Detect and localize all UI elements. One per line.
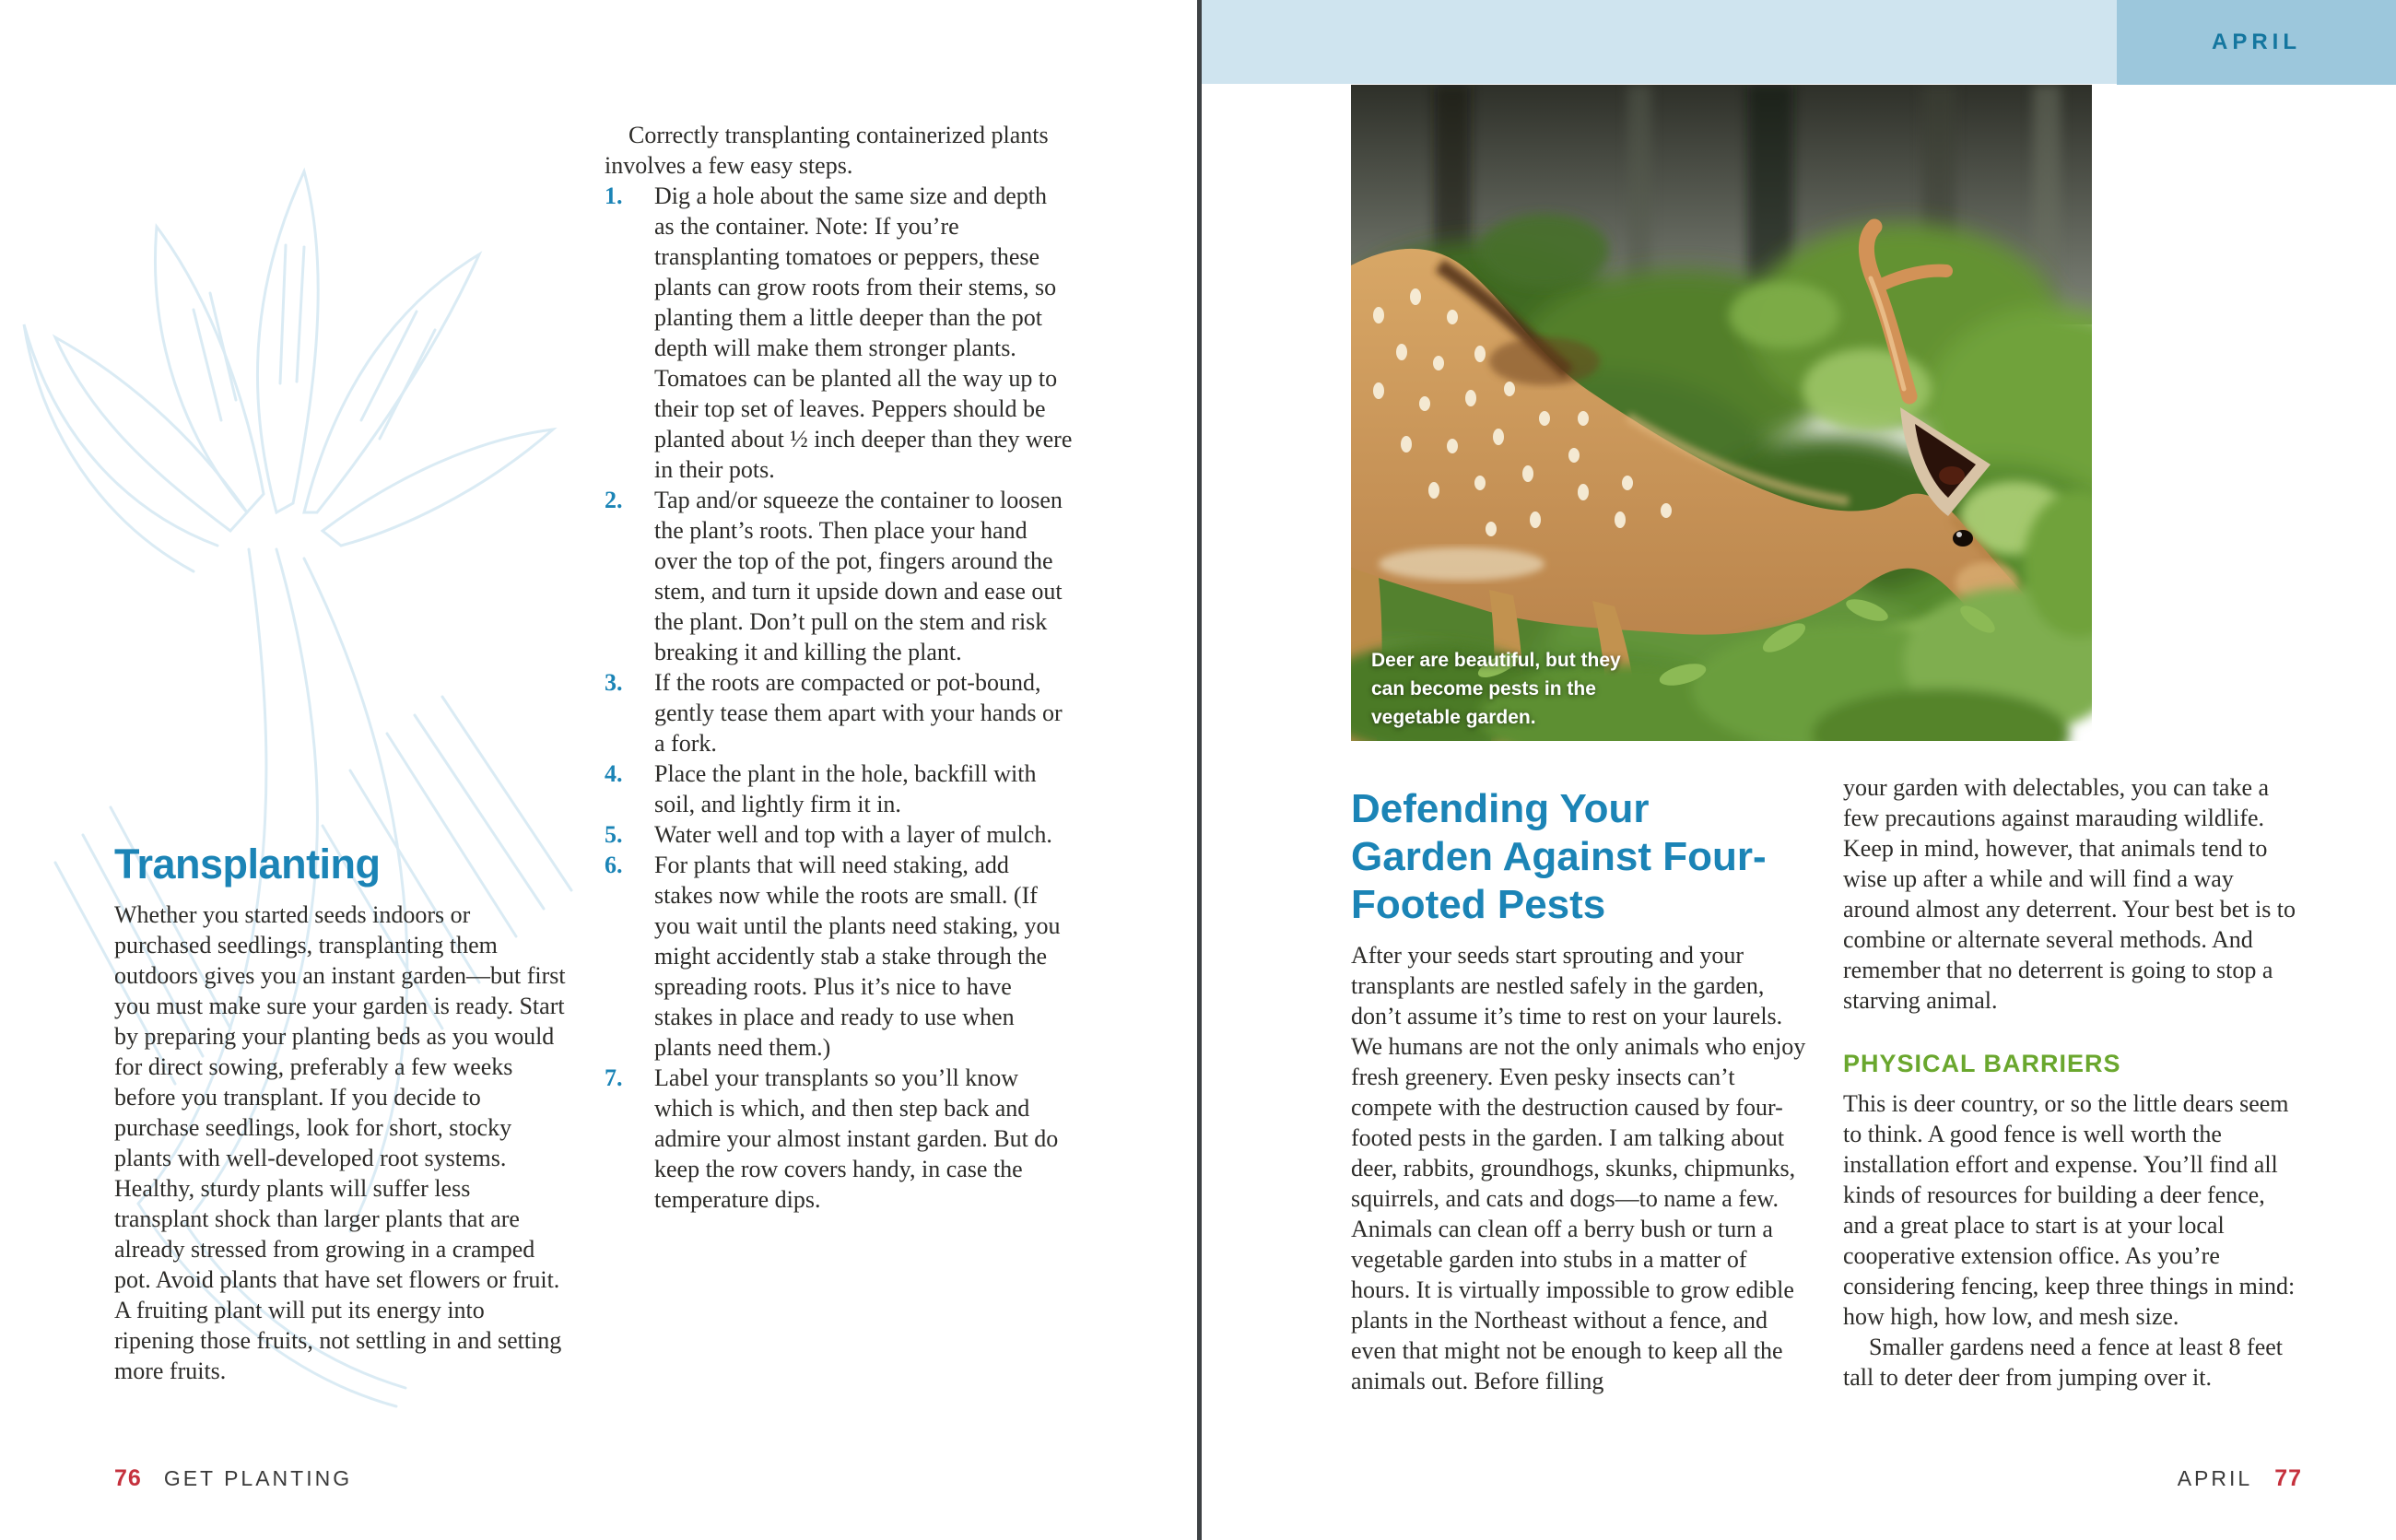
step-number: 5.: [605, 821, 623, 848]
chapter-label: APRIL: [2212, 29, 2301, 54]
step-text: If the roots are compacted or pot-bound, gently tease them apart with your hands or a fork.: [654, 669, 1063, 757]
article-paragraph: your garden with delectables, you can take a few precautions against marauding wildlife. Keep in mind, however, that animals tend to wise up after a while and will find a way around almost any deterrent. Your best bet is to combine or alternate several methods. And remember that no deterrent is going to stop a starving animal.: [1843, 774, 2296, 1014]
step-text: Water well and top with a layer of mulch.: [654, 821, 1052, 848]
list-item: [605, 667, 1073, 758]
list-item: [605, 181, 1073, 485]
article-paragraph: After your seeds start sprouting and your transplants are nestled safely in the garden, don’t assume it’s time to rest on your laurels. We humans are not the only animals who enjoy fresh greenery. Even pesky insects can’t compete with the destruction caused by four-footed pests in the garden. I am talking about deer, rabbits, groundhogs, skunks, chipmunks, squirrels, and cats and dogs—to name a few. Animals can clean off a berry bush or turn a vegetable garden into stubs in a matter of hours. It is virtually impossible to grow edible plants in the Northeast without a fence, and even that might not be enough to keep all the animals out. Before filling: [1351, 942, 1806, 1394]
steps-column: [605, 120, 1073, 1215]
deer-photo-illustration: [1351, 85, 2092, 741]
right-page-footer: [1843, 1465, 2302, 1492]
step-text: Dig a hole about the same size and depth as the container. Note: If you’re transplanting tomatoes or peppers, these plants can grow roots from their stems, so planting them a little deeper than the pot depth will make them stronger plants. Tomatoes can be planted all the way up to their top set of leaves. Peppers should be planted about ½ inch deeper than they were in their pots.: [654, 182, 1073, 483]
list-item: [605, 819, 1073, 850]
step-text: For plants that will need staking, add stakes now while the roots are small. (If you wait until the plants need staking, you might accidently stab a stake through the spreading roots. Plus it’s nice to have stakes in place and ready to use when plants need them.): [654, 852, 1061, 1061]
section-title: Transplanting: [114, 841, 381, 888]
numbered-steps-list: [605, 181, 1073, 1215]
step-text: Tap and/or squeeze the container to loosen the plant’s roots. Then place your hand over the top of the pot, fingers around the stem, and turn it upside down and ease out the plant. Don’t pull on the stem and risk breaking it and killing the plant.: [654, 487, 1063, 665]
step-text: Label your transplants so you’ll know which is which, and then step back and admire your almost instant garden. But do keep the row covers handy, in case the temperature dips.: [654, 1064, 1059, 1213]
step-number: 6.: [605, 852, 623, 878]
subsection-paragraph: This is deer country, or so the little dears seem to think. A good fence is well worth the installation effort and expense. You’ll find all kinds of resources for building a deer fence, and a great place to start is at your local cooperative extension office. As you’re considering fencing, keep three things in mind: how high, how low, and mesh size.: [1843, 1090, 2296, 1330]
list-item: [605, 1063, 1073, 1215]
page-number: 76: [114, 1465, 142, 1491]
subsection-title: PHYSICAL BARRIERS: [1843, 1050, 2121, 1077]
step-number: 1.: [605, 182, 623, 209]
chapter-header-tab: [2117, 0, 2396, 85]
step-number: 2.: [605, 487, 623, 513]
list-item: [605, 758, 1073, 819]
list-item: [605, 850, 1073, 1063]
step-number: 3.: [605, 669, 623, 696]
left-page-footer: [114, 1465, 352, 1492]
running-head: APRIL: [2177, 1466, 2253, 1490]
deer-photo: [1351, 85, 2092, 741]
article-column-1: [1351, 785, 1812, 1396]
page-number: 77: [2274, 1465, 2302, 1491]
article-column-2: [1843, 772, 2300, 1393]
section-body: Whether you started seeds indoors or purchased seedlings, transplanting them outdoors gives you an instant garden—but first you must make sure your garden is ready. Start by preparing your planting beds as you would for direct sowing, preferably a few weeks before you transplant. If you decide to purchase seedlings, look for short, stocky plants with well-developed root systems. Healthy, sturdy plants will suffer less transplant shock than larger plants that are already stressed from growing in a cramped pot. Avoid plants that have set flowers or fruit. A fruiting plant will put its energy into ripening those fruits, not settling in and setting more fruits.: [114, 901, 566, 1384]
step-text: Place the plant in the hole, backfill with soil, and lightly firm it in.: [654, 760, 1037, 817]
intro-paragraph: Correctly transplanting containerized plants involves a few easy steps.: [605, 122, 1049, 179]
step-number: 7.: [605, 1064, 623, 1091]
list-item: [605, 485, 1073, 667]
page-gutter-divider: [1197, 0, 1202, 1540]
transplanting-section: [114, 841, 570, 1386]
step-number: 4.: [605, 760, 623, 787]
photo-caption: Deer are beautiful, but they can become pests in the vegetable garden.: [1371, 650, 1621, 728]
article-title: Defending Your Garden Against Four-Footed Pests: [1351, 786, 1767, 927]
subsection-paragraph: Smaller gardens need a fence at least 8 feet tall to deter deer from jumping over it.: [1843, 1334, 2283, 1391]
running-head: GET PLANTING: [163, 1466, 353, 1490]
chapter-header-band: [1202, 0, 2118, 84]
